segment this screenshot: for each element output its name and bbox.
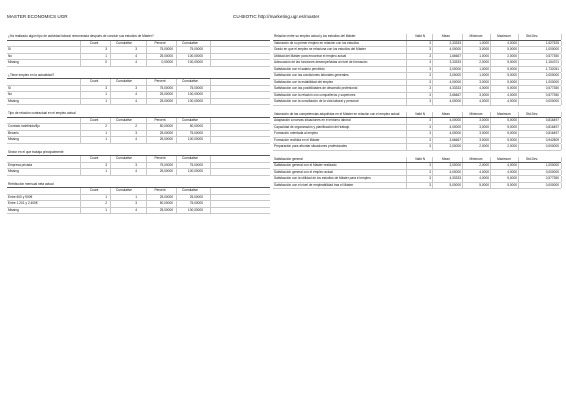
minimum-value: 4,0000 bbox=[479, 99, 489, 103]
minimum-value: 3,0000 bbox=[479, 79, 489, 84]
column-header: Cumulative bbox=[182, 40, 198, 45]
row-label: Missing bbox=[8, 137, 19, 141]
std-dev-value: 0,816497 bbox=[545, 118, 559, 122]
valid-n-value: 3 bbox=[429, 66, 431, 71]
row-label: Sí bbox=[8, 85, 12, 90]
variable-label: Capacidad de organización y planificación del trabajo bbox=[274, 124, 350, 129]
percent-value: 25,00000 bbox=[159, 169, 173, 173]
cumulative-count-value: 4 bbox=[135, 60, 137, 64]
count-value: 3 bbox=[105, 47, 107, 51]
section-gap bbox=[7, 214, 270, 220]
section-title: Satisfacción general bbox=[274, 156, 303, 161]
percent-value: 25,00000 bbox=[159, 130, 173, 135]
document-header-left: MASTER ECONOMICS UGR bbox=[7, 14, 68, 19]
valid-n-value: 3 bbox=[429, 92, 431, 97]
std-dev-value: 1,000000 bbox=[545, 47, 559, 51]
minimum-value: 4,0000 bbox=[479, 176, 489, 180]
column-header: Percent bbox=[154, 156, 166, 160]
std-dev-value: 0,816497 bbox=[545, 131, 559, 135]
maximum-value: 5,0000 bbox=[507, 131, 517, 135]
column-header: Cumulative bbox=[116, 40, 132, 45]
column-header: Cumulative bbox=[116, 117, 132, 122]
maximum-value: 5,0000 bbox=[507, 60, 517, 64]
mean-value: 3,00000 bbox=[449, 73, 461, 77]
valid-n-value: 3 bbox=[429, 73, 431, 77]
column-header: Cumulative bbox=[182, 156, 198, 160]
mean-value: 1,66667 bbox=[449, 53, 461, 58]
percent-value: 25,00000 bbox=[159, 207, 173, 212]
minimum-value: 3,0000 bbox=[479, 92, 489, 97]
count-value: 1 bbox=[105, 92, 107, 96]
maximum-value: 5,0000 bbox=[507, 176, 517, 180]
cumulative-percent-value: 75,00000 bbox=[189, 162, 203, 167]
cumulative-count-value: 3 bbox=[135, 130, 137, 135]
variable-label: Satisfacción con la relación con compañeros y superiores bbox=[274, 92, 356, 97]
count-value: 3 bbox=[105, 162, 107, 167]
row-label: No bbox=[8, 92, 13, 96]
count-value: 1 bbox=[105, 130, 107, 135]
maximum-value: 5,0000 bbox=[507, 124, 517, 129]
std-dev-value: 0,942809 bbox=[545, 137, 559, 142]
count-value: 2 bbox=[105, 124, 107, 128]
variable-label: Formación orientada al empleo bbox=[274, 131, 318, 135]
column-header: Percent bbox=[154, 117, 166, 122]
std-dev-value: 0,816497 bbox=[545, 124, 559, 129]
minimum-value: 2,0000 bbox=[479, 163, 489, 167]
maximum-value: 2,0000 bbox=[507, 144, 517, 148]
cumulative-count-value: 1 bbox=[135, 194, 137, 199]
valid-n-value: 3 bbox=[429, 137, 431, 142]
mean-value: 3,66667 bbox=[449, 92, 461, 97]
row-label: Entre 600 y 900€ bbox=[8, 194, 33, 199]
std-dev-value: 0,000000 bbox=[545, 99, 559, 103]
valid-n-value: 3 bbox=[429, 169, 431, 174]
row-label: Entre 1.201 y 2.400€ bbox=[8, 201, 38, 205]
maximum-value: 5,0000 bbox=[507, 47, 517, 51]
section-gap bbox=[273, 189, 561, 195]
count-value: 1 bbox=[105, 194, 107, 199]
std-dev-value: 1,154701 bbox=[545, 60, 559, 64]
row-label: Missing bbox=[8, 98, 19, 103]
count-value: 0 bbox=[105, 60, 107, 64]
count-value: 1 bbox=[105, 169, 107, 173]
column-header: Count bbox=[89, 40, 99, 45]
maximum-value: 5,0000 bbox=[507, 118, 517, 122]
cumulative-percent-value: 100,00000 bbox=[187, 207, 203, 212]
maximum-value: 5,0000 bbox=[507, 86, 517, 90]
cumulative-percent-value: 100,00000 bbox=[187, 60, 203, 64]
maximum-value: 4,0000 bbox=[507, 169, 517, 174]
maximum-value: 5,0000 bbox=[507, 73, 517, 77]
row-label: Missing bbox=[8, 169, 19, 173]
percent-value: 25,00000 bbox=[159, 137, 173, 141]
valid-n-value: 3 bbox=[429, 79, 431, 84]
valid-n-value: 3 bbox=[429, 124, 431, 129]
cumulative-count-value: 3 bbox=[135, 47, 137, 51]
percent-value: 25,00000 bbox=[159, 194, 173, 199]
variable-label: Valoración de su primer empleo en relación con los estudios bbox=[274, 40, 359, 45]
std-dev-value: 1,732051 bbox=[545, 66, 559, 71]
minimum-value: 3,0000 bbox=[479, 47, 489, 51]
column-header: Minimum bbox=[469, 156, 483, 161]
column-header: Mean bbox=[442, 34, 450, 38]
count-value: 1 bbox=[105, 137, 107, 141]
cumulative-percent-value: 100,00000 bbox=[187, 53, 203, 58]
count-value: 1 bbox=[105, 98, 107, 103]
minimum-value: 1,0000 bbox=[479, 66, 489, 71]
column-header: Count bbox=[89, 156, 99, 160]
percent-value: 75,00000 bbox=[159, 47, 173, 51]
descriptive-statistics-panel bbox=[273, 34, 561, 195]
row-label: No bbox=[8, 53, 13, 58]
variable-label: Formación recibida en el Máster bbox=[274, 137, 320, 142]
column-header: Mean bbox=[442, 111, 450, 116]
cumulative-count-value: 4 bbox=[135, 137, 137, 141]
cumulative-count-value: 3 bbox=[135, 201, 137, 205]
variable-label: Satisfacción con la conciliación de la vida laboral y personal bbox=[274, 99, 359, 103]
column-header: Maximum bbox=[497, 156, 511, 161]
mean-value: 3,33333 bbox=[449, 60, 461, 64]
column-header: Maximum bbox=[497, 111, 511, 116]
cumulative-count-value: 4 bbox=[135, 92, 137, 96]
maximum-value: 5,0000 bbox=[507, 182, 517, 187]
percent-value: 50,00000 bbox=[159, 201, 173, 205]
column-header: Percent bbox=[154, 188, 166, 192]
column-header: Cumulative bbox=[182, 117, 198, 122]
std-dev-value: 0,577350 bbox=[545, 53, 559, 58]
minimum-value: 3,0000 bbox=[479, 137, 489, 142]
percent-value: 25,00000 bbox=[159, 53, 173, 58]
variable-label: Satisfacción general con el empleo actual bbox=[274, 169, 333, 174]
cumulative-percent-value: 25,00000 bbox=[189, 194, 203, 199]
maximum-value: 4,0000 bbox=[507, 99, 517, 103]
cumulative-count-value: 3 bbox=[135, 162, 137, 167]
count-value: 3 bbox=[105, 85, 107, 90]
maximum-value: 4,0000 bbox=[507, 40, 517, 45]
minimum-value: 2,0000 bbox=[479, 60, 489, 64]
variable-label: Satisfacción con las posibilidades de desarrollo profesional bbox=[274, 86, 358, 90]
percent-value: 25,00000 bbox=[159, 92, 173, 96]
variable-label: Adecuación de las funciones desempeñadas al nivel de formación bbox=[274, 60, 368, 64]
maximum-value: 5,0000 bbox=[507, 79, 517, 84]
mean-value: 5,00000 bbox=[449, 182, 461, 187]
variable-label: Satisfacción con la estabilidad del empleo bbox=[274, 79, 334, 84]
maximum-value: 5,0000 bbox=[507, 137, 517, 142]
section-title: Sector en el que trabaja principalmente bbox=[8, 149, 64, 154]
count-value: 1 bbox=[105, 207, 107, 212]
std-dev-value: 2,000000 bbox=[545, 73, 559, 77]
row-label: Empresa privada bbox=[8, 162, 33, 167]
section-title: Tipo de relación contractual en el empleo actual bbox=[8, 111, 76, 115]
column-header: Valid N bbox=[414, 34, 426, 38]
valid-n-value: 3 bbox=[429, 53, 431, 58]
std-dev-value: 0,577350 bbox=[545, 92, 559, 97]
valid-n-value: 3 bbox=[429, 118, 431, 122]
variable-label: Preparación para afrontar situaciones profesionales bbox=[274, 144, 348, 148]
variable-label: Satisfacción general con el Máster realizado bbox=[274, 163, 337, 167]
minimum-value: 4,0000 bbox=[479, 169, 489, 174]
valid-n-value: 3 bbox=[429, 163, 431, 167]
mean-value: 4,00000 bbox=[449, 131, 461, 135]
frequency-tables-panel bbox=[7, 34, 270, 220]
minimum-value: 3,0000 bbox=[479, 124, 489, 129]
valid-n-value: 3 bbox=[429, 131, 431, 135]
std-dev-value: 1,000000 bbox=[545, 163, 559, 167]
valid-n-value: 3 bbox=[429, 144, 431, 148]
minimum-value: 3,0000 bbox=[479, 131, 489, 135]
mean-value: 2,00000 bbox=[449, 144, 461, 148]
std-dev-value: 0,000000 bbox=[545, 144, 559, 148]
cumulative-percent-value: 75,00000 bbox=[189, 130, 203, 135]
column-header: Std.Dev. bbox=[526, 34, 538, 38]
column-header: Valid N bbox=[414, 111, 426, 116]
mean-value: 4,33333 bbox=[449, 86, 461, 90]
cumulative-count-value: 3 bbox=[135, 85, 137, 90]
valid-n-value: 3 bbox=[429, 86, 431, 90]
cumulative-percent-value: 75,00000 bbox=[189, 85, 203, 90]
column-header: Maximum bbox=[497, 34, 511, 38]
column-header: Cumulative bbox=[116, 188, 132, 192]
row-label: Sí bbox=[8, 47, 12, 51]
row-label: Missing bbox=[8, 207, 19, 212]
maximum-value: 4,0000 bbox=[507, 92, 517, 97]
valid-n-value: 3 bbox=[429, 47, 431, 51]
cumulative-percent-value: 100,00000 bbox=[187, 98, 203, 103]
column-header: Valid N bbox=[414, 156, 426, 161]
column-header: Count bbox=[89, 79, 99, 83]
std-dev-value: 0,577350 bbox=[545, 176, 559, 180]
section-title: Relación entre su empleo actual y los estudios del Máster bbox=[274, 34, 356, 38]
row-label: Contrato indefinido/fijo bbox=[8, 124, 40, 128]
std-dev-value: 0,000000 bbox=[545, 182, 559, 187]
cumulative-percent-value: 50,00000 bbox=[189, 124, 203, 128]
maximum-value: 5,0000 bbox=[507, 66, 517, 71]
cumulative-percent-value: 75,00000 bbox=[189, 47, 203, 51]
maximum-value: 4,0000 bbox=[507, 163, 517, 167]
cumulative-count-value: 2 bbox=[135, 124, 137, 128]
row-label: Missing bbox=[8, 60, 19, 64]
mean-value: 4,00000 bbox=[449, 118, 461, 122]
document-header-center: CU-BIOTIC http://marketing.ugr.es/master bbox=[233, 14, 320, 19]
percent-value: 0,00000 bbox=[161, 60, 173, 64]
cumulative-count-value: 4 bbox=[135, 98, 137, 103]
std-dev-value: 1,527525 bbox=[545, 40, 559, 45]
mean-value: 4,00000 bbox=[449, 99, 461, 103]
std-dev-value: 0,000000 bbox=[545, 169, 559, 174]
section-title: Retribución mensual neta actual bbox=[8, 181, 54, 186]
mean-value: 4,33333 bbox=[449, 176, 461, 180]
variable-label: Satisfacción con el salario percibido bbox=[274, 66, 325, 71]
percent-value: 75,00000 bbox=[159, 85, 173, 90]
column-header: Minimum bbox=[469, 111, 483, 116]
std-dev-value: 0,577350 bbox=[545, 86, 559, 90]
column-header: Count bbox=[89, 188, 99, 192]
column-header: Std.Dev. bbox=[526, 156, 538, 161]
cumulative-percent-value: 75,00000 bbox=[189, 201, 203, 205]
column-header: Count bbox=[89, 117, 99, 122]
minimum-value: 1,0000 bbox=[479, 40, 489, 45]
column-header: Minimum bbox=[469, 34, 483, 38]
column-header: Std.Dev. bbox=[526, 111, 538, 116]
cumulative-count-value: 4 bbox=[135, 169, 137, 173]
cumulative-percent-value: 100,00000 bbox=[187, 137, 203, 141]
minimum-value: 1,0000 bbox=[479, 73, 489, 77]
mean-value: 4,00000 bbox=[449, 79, 461, 84]
column-header: Cumulative bbox=[116, 79, 132, 83]
minimum-value: 2,0000 bbox=[479, 144, 489, 148]
row-label: Becario bbox=[8, 130, 19, 135]
valid-n-value: 3 bbox=[429, 40, 431, 45]
count-value: 2 bbox=[105, 201, 107, 205]
cumulative-percent-value: 100,00000 bbox=[187, 92, 203, 96]
minimum-value: 5,0000 bbox=[479, 182, 489, 187]
variable-label: Satisfacción con la utilidad de los estudios de Máster para el empleo bbox=[274, 176, 371, 180]
column-header: Mean bbox=[442, 156, 450, 161]
count-value: 1 bbox=[105, 53, 107, 58]
column-header: Percent bbox=[154, 79, 166, 83]
column-header: Cumulative bbox=[182, 188, 198, 192]
column-header: Cumulative bbox=[116, 156, 132, 160]
cumulative-count-value: 4 bbox=[135, 207, 137, 212]
mean-value: 4,00000 bbox=[449, 124, 461, 129]
variable-label: Satisfacción con el nivel de empleabilidad tras el Máster bbox=[274, 182, 354, 187]
section-title: ¿Ha realizado algún tipo de actividad laboral remunerada después de concluir sus estudios de Máster? bbox=[8, 34, 154, 38]
valid-n-value: 3 bbox=[429, 60, 431, 64]
percent-value: 25,00000 bbox=[159, 98, 173, 103]
std-dev-value: 1,000000 bbox=[545, 79, 559, 84]
mean-value: 4,00000 bbox=[449, 47, 461, 51]
maximum-value: 2,0000 bbox=[507, 53, 517, 58]
section-title: Valoración de las competencias adquiridas en el Máster en relación con el empleo actual bbox=[274, 111, 400, 116]
mean-value: 2,33333 bbox=[449, 40, 461, 45]
mean-value: 3,00000 bbox=[449, 163, 461, 167]
cumulative-percent-value: 100,00000 bbox=[187, 169, 203, 173]
minimum-value: 1,0000 bbox=[479, 53, 489, 58]
minimum-value: 3,0000 bbox=[479, 118, 489, 122]
valid-n-value: 3 bbox=[429, 176, 431, 180]
mean-value: 3,00000 bbox=[449, 66, 461, 71]
mean-value: 4,00000 bbox=[449, 169, 461, 174]
variable-label: Grado en que el empleo se relaciona con los estudios del Máster bbox=[274, 47, 366, 51]
column-header: Cumulative bbox=[182, 79, 198, 83]
variable-label: Utilidad del Máster para encontrar el empleo actual bbox=[274, 53, 347, 58]
variable-label: Adaptación a nuevas situaciones en el entorno laboral bbox=[274, 118, 351, 122]
valid-n-value: 3 bbox=[429, 99, 431, 103]
variable-label: Satisfacción con las condiciones laborales generales bbox=[274, 73, 349, 77]
percent-value: 75,00000 bbox=[159, 162, 173, 167]
minimum-value: 4,0000 bbox=[479, 86, 489, 90]
percent-value: 50,00000 bbox=[159, 124, 173, 128]
valid-n-value: 3 bbox=[429, 182, 431, 187]
column-header: Percent bbox=[154, 40, 166, 45]
cumulative-count-value: 4 bbox=[135, 53, 137, 58]
section-title: ¿Tiene empleo en la actualidad? bbox=[8, 72, 55, 77]
mean-value: 3,66667 bbox=[449, 137, 461, 142]
